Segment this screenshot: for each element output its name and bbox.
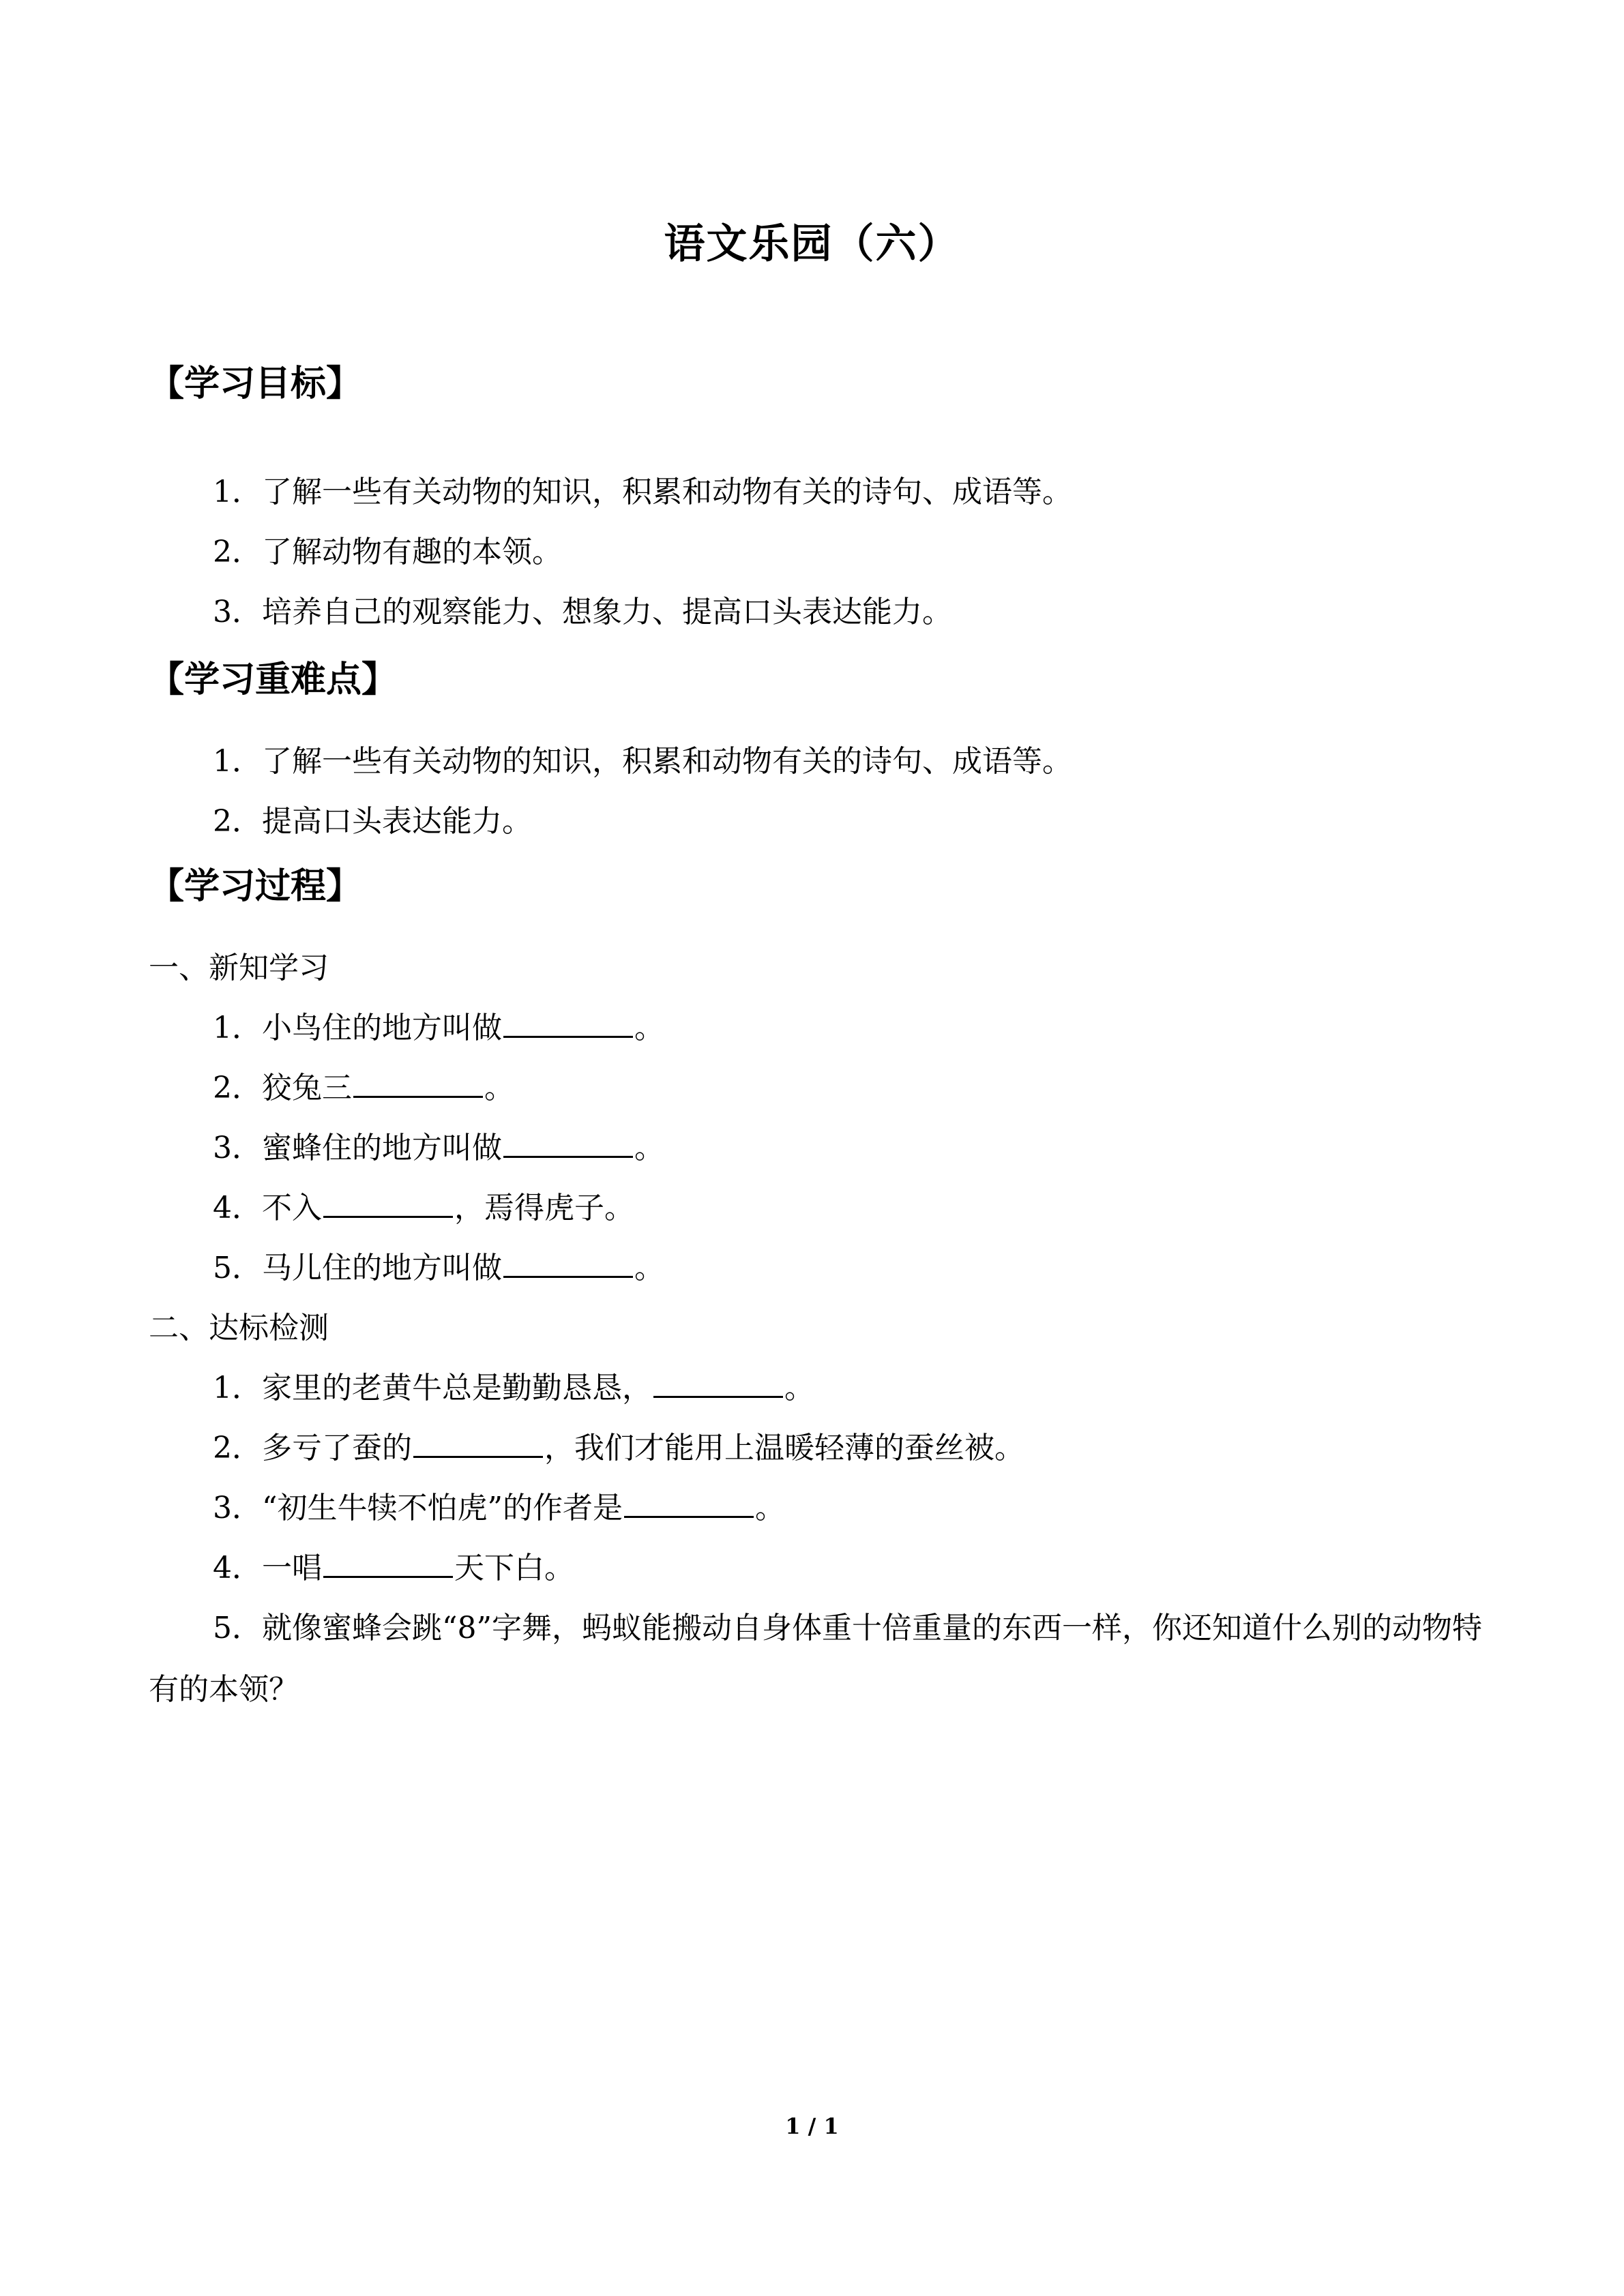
part-heading-assessment: 二、达标检测 bbox=[149, 1311, 329, 1345]
fill-item-text: 4．不入 bbox=[213, 1191, 322, 1225]
page-number: 1 / 1 bbox=[785, 2113, 839, 2139]
answer-blank[interactable] bbox=[413, 1429, 543, 1458]
section-heading-key-points: 【学习重难点】 bbox=[149, 659, 398, 700]
goal-item-2: 2．了解动物有趣的本领。 bbox=[213, 535, 562, 569]
fill-item-text: 5．马儿住的地方叫做 bbox=[213, 1251, 502, 1285]
fill-item-text: 。 bbox=[634, 1251, 664, 1285]
test-item-4 bbox=[213, 1548, 574, 1589]
answer-blank[interactable] bbox=[503, 1249, 633, 1278]
answer-blank[interactable] bbox=[503, 1129, 633, 1158]
fill-item-1 bbox=[213, 1008, 664, 1049]
answer-blank[interactable] bbox=[323, 1189, 453, 1218]
answer-blank[interactable] bbox=[653, 1369, 783, 1398]
answer-blank[interactable] bbox=[353, 1069, 483, 1098]
answer-blank[interactable] bbox=[624, 1489, 754, 1518]
page-title: 语文乐园（六） bbox=[664, 220, 960, 268]
section-heading-goals: 【学习目标】 bbox=[149, 363, 362, 404]
part-heading-new-knowledge: 一、新知学习 bbox=[149, 951, 329, 985]
answer-blank[interactable] bbox=[503, 1009, 633, 1038]
fill-item-3 bbox=[213, 1128, 664, 1169]
test-item-1 bbox=[213, 1368, 814, 1409]
fill-item-text: 1．小鸟住的地方叫做 bbox=[213, 1011, 502, 1045]
fill-item-text: 。 bbox=[634, 1011, 664, 1045]
fill-item-text: 3．蜜蜂住的地方叫做 bbox=[213, 1131, 502, 1165]
goal-item-3: 3．培养自己的观察能力、想象力、提高口头表达能力。 bbox=[213, 595, 952, 629]
goal-item-1: 1．了解一些有关动物的知识，积累和动物有关的诗句、成语等。 bbox=[213, 475, 1072, 509]
answer-blank[interactable] bbox=[323, 1549, 453, 1578]
fill-item-2 bbox=[213, 1068, 514, 1109]
test-item-text: 1．家里的老黄牛总是勤勤恳恳， bbox=[213, 1371, 652, 1405]
fill-item-text: 2．狡兔三 bbox=[213, 1071, 352, 1105]
section-heading-process: 【学习过程】 bbox=[149, 866, 362, 907]
fill-item-5 bbox=[213, 1248, 664, 1289]
test-item-text: 。 bbox=[754, 1491, 785, 1525]
test-item-2 bbox=[213, 1428, 1024, 1469]
test-item-text: ，我们才能用上温暖轻薄的蚕丝被。 bbox=[544, 1431, 1024, 1465]
test-item-text: 2．多亏了蚕的 bbox=[213, 1431, 412, 1465]
fill-item-text: 。 bbox=[634, 1131, 664, 1165]
fill-item-text: 。 bbox=[484, 1071, 514, 1105]
test-item-3 bbox=[213, 1488, 785, 1529]
fill-item-4 bbox=[213, 1188, 634, 1229]
fill-item-text: ，焉得虎子。 bbox=[454, 1191, 634, 1225]
key-point-item-1: 1．了解一些有关动物的知识，积累和动物有关的诗句、成语等。 bbox=[213, 744, 1072, 779]
test-item-text: 。 bbox=[784, 1371, 814, 1405]
test-item-5-question: 5．就像蜜蜂会跳“8”字舞，蚂蚁能搬动自身体重十倍重量的东西一样，你还知道什么别的动物特有的本领？ bbox=[149, 1611, 1482, 1707]
test-item-text: 天下白。 bbox=[454, 1551, 574, 1585]
key-point-item-2: 2．提高口头表达能力。 bbox=[213, 804, 532, 839]
test-item-text: 4．一唱 bbox=[213, 1551, 322, 1585]
test-item-text: 3．“初生牛犊不怕虎”的作者是 bbox=[213, 1491, 623, 1525]
